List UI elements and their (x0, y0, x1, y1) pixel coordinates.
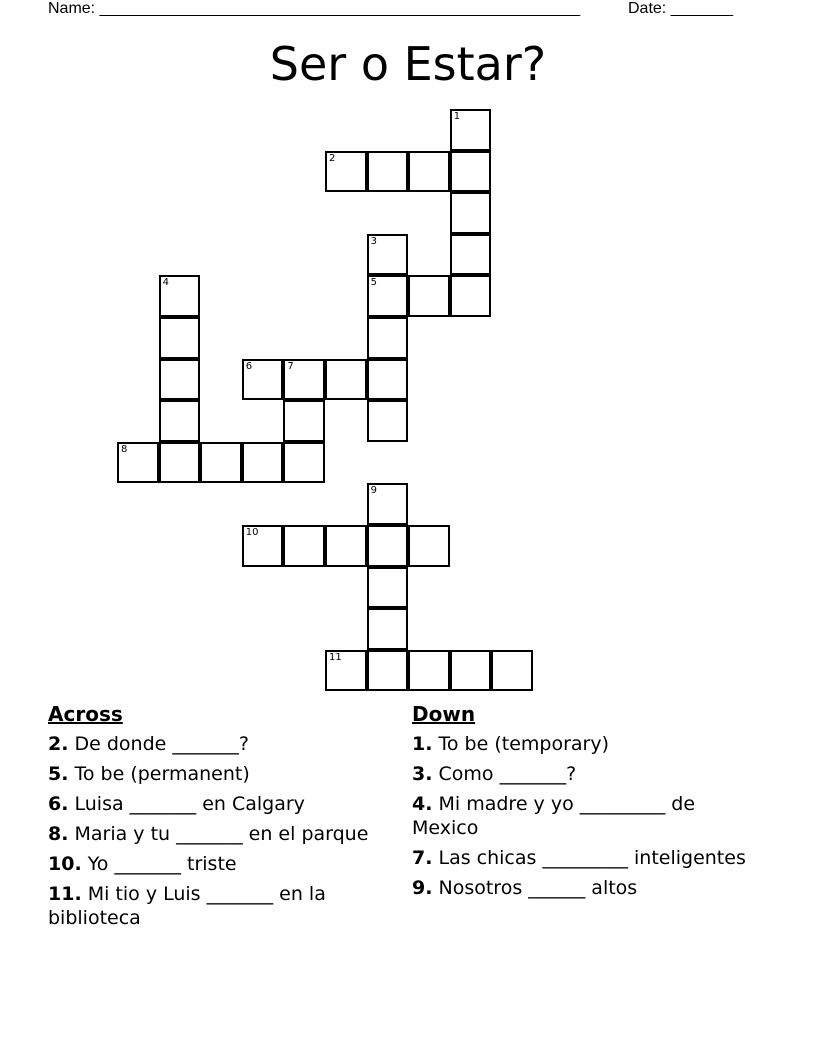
clue-across-8: 8. Maria y tu _______ en el parque (48, 823, 369, 845)
clue-down-3: 3. Como _______? (412, 763, 577, 785)
crossword-cell[interactable] (491, 650, 533, 692)
page-title: Ser o Estar? (269, 37, 547, 91)
date-field-label: Date: _______ (628, 0, 733, 17)
clue-number: 6 (245, 360, 253, 372)
across-clues (48, 700, 398, 936)
crossword-cell[interactable] (367, 234, 409, 276)
clue-number: 2 (329, 152, 336, 164)
crossword-cell[interactable] (367, 650, 409, 692)
down-clues (412, 700, 762, 906)
crossword-cell[interactable] (283, 359, 325, 401)
crossword-cell[interactable] (242, 525, 284, 567)
crossword-cell[interactable] (450, 650, 492, 692)
crossword-cell[interactable] (117, 442, 159, 484)
clue-number: 11 (329, 651, 342, 663)
crossword-cell[interactable] (367, 400, 409, 442)
down-heading: Down (412, 702, 476, 726)
crossword-cell[interactable] (283, 400, 325, 442)
crossword-cell[interactable] (367, 567, 409, 609)
crossword-cell[interactable] (408, 650, 450, 692)
crossword-cell[interactable] (367, 275, 409, 317)
crossword-cell[interactable] (367, 359, 409, 401)
crossword-cell[interactable] (367, 151, 409, 193)
clue-number: 9 (370, 485, 377, 497)
crossword-cell[interactable] (325, 525, 367, 567)
clue-down-4: 4. Mi madre y yo _________ de Mexico (412, 793, 696, 839)
clue-number: 5 (370, 277, 377, 289)
crossword-cell[interactable] (283, 525, 325, 567)
crossword-cell[interactable] (367, 608, 409, 650)
crossword-cell[interactable] (159, 317, 201, 359)
crossword-cell[interactable] (450, 234, 492, 276)
clue-number: 1 (453, 111, 461, 122)
clue-number: 3 (370, 235, 377, 247)
crossword-cell[interactable] (450, 109, 492, 151)
across-heading: Across (48, 702, 123, 726)
clue-number: 8 (121, 443, 128, 455)
crossword-cell[interactable] (450, 192, 492, 234)
crossword-cell[interactable] (200, 442, 242, 484)
clue-down-9: 9. Nosotros ______ altos (412, 877, 638, 899)
clue-across-11: 11. Mi tio y Luis _______ en la biblioteca (48, 883, 326, 929)
crossword-cell[interactable] (367, 525, 409, 567)
crossword-cell[interactable] (408, 525, 450, 567)
clue-across-2: 2. De donde _______? (48, 733, 249, 755)
crossword-cell[interactable] (159, 275, 201, 317)
clue-number: 10 (245, 527, 259, 538)
clue-down-7: 7. Las chicas _________ inteligentes (412, 847, 746, 869)
crossword-cell[interactable] (367, 483, 409, 525)
crossword-cell[interactable] (159, 400, 201, 442)
crossword-cell[interactable] (159, 442, 201, 484)
crossword-cell[interactable] (325, 359, 367, 401)
clue-number: 7 (287, 360, 294, 372)
clue-across-6: 6. Luisa _______ en Calgary (48, 793, 305, 815)
crossword-cell[interactable] (242, 359, 284, 401)
crossword-cell[interactable] (325, 151, 367, 193)
clue-across-10: 10. Yo _______ triste (48, 853, 237, 875)
clue-down-1: 1. To be (temporary) (412, 733, 609, 755)
crossword-cell[interactable] (283, 442, 325, 484)
clue-across-5: 5. To be (permanent) (48, 763, 250, 785)
crossword-cell[interactable] (450, 151, 492, 193)
crossword-cell[interactable] (408, 275, 450, 317)
crossword-cell[interactable] (408, 151, 450, 193)
crossword-cell[interactable] (367, 317, 409, 359)
clue-number: 4 (162, 277, 169, 289)
crossword-cell[interactable] (242, 442, 284, 484)
name-field-label: Name: ______________________________________________________ (48, 0, 581, 17)
crossword-cell[interactable] (159, 359, 201, 401)
crossword-cell[interactable] (325, 650, 367, 692)
crossword-cell[interactable] (450, 275, 492, 317)
